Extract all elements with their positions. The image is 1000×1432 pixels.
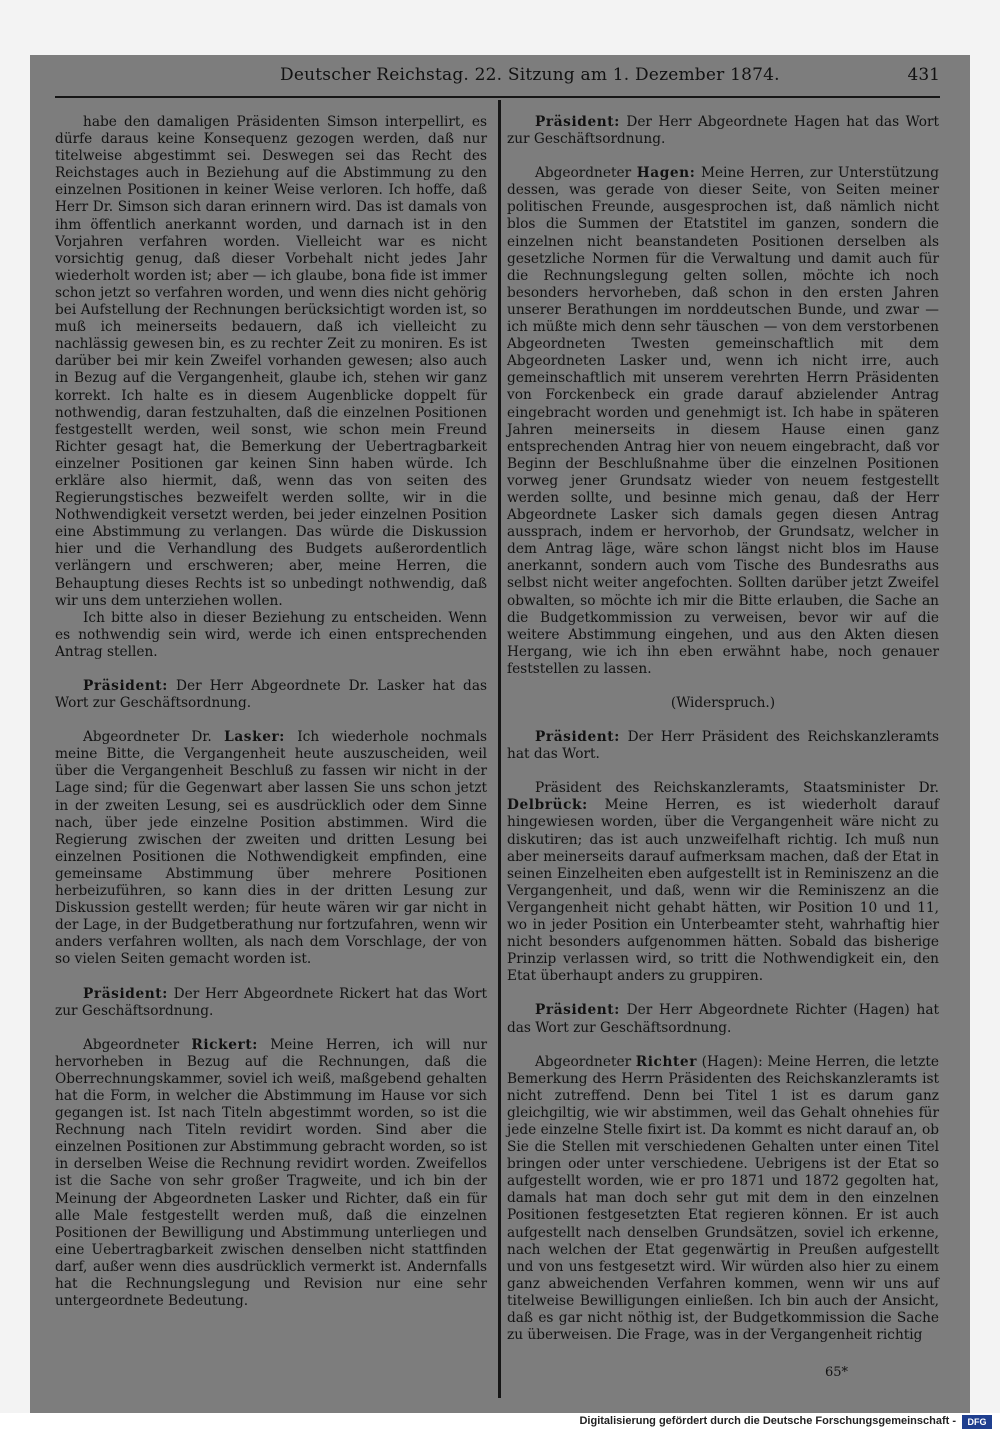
speaker-name: Lasker: [224,729,285,746]
funding-credit: Digitalisierung gefördert durch die Deutsche Forschungsgemeinschaft - [579,1415,956,1427]
speaker-name: Präsident: [535,729,620,746]
page-number: 431 [907,65,940,85]
speech-text: (Hagen): Meine Herren, die letzte Bemerkung des Herrn Präsidenten des Reichskanzleramts ist nicht zutreffend. Denn bei Titel 1 ist es darum ganz gleichgiltig, wie wir abstimmen, weil das Gehalt ohnehies für jede einzelne Stelle fixirt ist. Da kommt es nicht darauf an, ob Sie die Stellen mit verschiedenen Gehalten unter einen Titel bringen oder unter verschiedene. Uebrigens ist der Etat so aufgestellt worden, wie er pro 1871 und 1872 gegolten hat, damals hat man doch sehr gut mit dem in den einzelnen Positionen festgesetzten Etat regieren können. Er ist auch aufgestellt nach denselben Grundsätzen, soviel ich erkenne, nach welchen der Etat gegenwärtig in Preußen aufgestellt und von uns festgesetzt wird. Wir würden also hier zu einem ganz abweichenden Verfahren kommen, wenn wir uns auf titelweise Bewilligungen einließen. Ich bin auch der Ansicht, daß es gar nicht nöthig ist, der Budgetkommission die Sache zu überweisen. Die Frage, was in der Vergangenheit richtig [507,1053,939,1344]
speech-text: Meine Herren, zur Unterstützung dessen, was gerade von dieser Seite, von Seiten meiner politischen Freunde, ausgesprochen ist, daß nämlich nicht blos die Summen der Etatstitel im ganzen, sondern die einzelnen nicht beanstandeten Positionen derselben als gesetzliche Normen für die Verwaltung und damit auch für die Rechnungslegung gelten sollen, möchte ich noch besonders hervorheben, daß schon in den ersten Jahren unserer Berathungen im norddeutschen Bunde, und zwar — ich müßte mich denn sehr täuschen — von dem verstorbenen Abgeordneten Twesten gemeinschaftlich mit dem Abgeordneten Lasker und, wenn ich nicht irre, auch gemeinschaftlich mit unserem verehrten Herrn Präsidenten von Forckenbeck ein grade darauf abzielender Antrag eingebracht worden und genehmigt ist. Ich habe in späteren Jahren meinerseits in diesem Hause einen ganz entsprechenden Antrag hier von neuem eingebracht, daß vor Beginn der Beschlußnahme über die einzelnen Positionen vorweg jener Grundsatz wieder von neuem festgestellt werden sollte, und besinne mich genau, daß der Herr Abgeordnete Lasker sich damals gegen diesen Antrag aussprach, indem er hervorhob, der Grundsatz, welcher in dem Antrag läge, wäre schon längst nicht blos im Hause anerkannt, sondern auch vom Tische des Bundesraths aus selbst nicht weiter angefochten. Sollten darüber jetzt Zweifel obwalten, so möchte ich mir die Bitte erlauben, die Sache an die Budgetkommission zu verweisen, bevor wir auf die weitere Abstimmung eingehen, und aus den Akten diesen Hergang, wie ich ihn eben erwähnt habe, noch genauer feststellen zu lassen. [507,165,939,677]
speech-text: Der Herr Abgeordnete Hagen hat das Wort zur Geschäftsordnung. [507,114,939,148]
header-rule [55,96,940,98]
speaker-name: Rickert: [191,1036,258,1053]
speaker-name: Richter [635,1053,698,1070]
sheet-signature: 65* [825,1365,849,1380]
left-column [55,114,487,1310]
speaker-name: Präsident: [83,678,168,694]
paragraph: habe den damaligen Präsidenten Simson interpellirt, es dürfe daraus keine Konsequenz gezogen werden, daß nur titelweise abgestimmt sei. Deswegen sei das Recht des Reichstages auch in Beziehung auf die Abstimmung zu den einzelnen Positionen in keiner Weise verloren. Ich hoffe, daß Herr Dr. Simson sich daran erinnern wird. Das ist damals von ihm öffentlich anerkannt worden, und darnach ist in den Vorjahren verfahren worden. Vielleicht war es nicht vorsichtig genug, daß dieser Vorbehalt nicht jedes Jahr wiederholt worden ist; aber — ich glaube, bona fide ist immer schon jetzt so verfahren worden, und wenn dies nicht gehörig bei Aufstellung der Rechnungen berücksichtigt worden ist, so muß ich meinerseits bedauern, daß ich vielleicht zu nachlässig gewesen bin, es zu rechter Zeit zu moniren. Es ist darüber bei mir kein Zweifel vorhanden gewesen; also auch in Bezug auf die Vergangenheit, glaube ich, stehen wir ganz korrekt. Ich halte es in diesem Augenblicke doppelt für nothwendig, daran festzuhalten, daß die einzelnen Positionen festgestellt werden, weil sonst, wie schon mein Freund Richter gesagt hat, die Bemerkung der Uebertragbarkeit einzelner Positionen gar keinen Sinn haben würde. Ich erkläre also hiermit, daß, wenn das von seiten des Regierungstisches bezweifelt werden sollte, wir in die Nothwendigkeit versetzt werden, bei jeder einzelnen Position eine Abstimmung zu verlangen. Das würde die Diskussion hier und die Verhandlung des Budgets außerordentlich verlängern und erschweren; aber, meine Herren, die Behauptung dieses Rechts ist so unbedingt nothwendig, daß wir uns dem unterziehen wollen. [55,114,487,609]
speaker-prefix: Abgeordneter [83,1036,192,1053]
dfg-logo: DFG [962,1415,992,1429]
speech-paragraph [55,678,487,712]
speaker-name: Delbrück: [507,797,588,814]
paragraph: Ich bitte also in dieser Beziehung zu entscheiden. Wenn es nothwendig sein wird, werde ich einen entsprechenden Antrag stellen. [55,609,487,660]
speaker-name: Hagen: [636,165,696,182]
speech-paragraph [507,780,939,985]
speech-paragraph [55,986,487,1020]
speaker-name: Präsident: [535,114,620,130]
interjection: (Widerspruch.) [670,695,776,711]
speech-paragraph [507,1054,939,1345]
speech-text: Ich wiederhole nochmals meine Bitte, die Vergangenheit heute auszuscheiden, weil über die Vergangenheit Beschluß zu fassen wir nicht in der Lage sind; für die Gegenwart aber lassen Sie uns schon jetzt in der zweiten Lesung, sei es ausdrücklich oder dem Sinne nach, über jede einzelne Position abstimmen. Wird die Regierung zwischen der zweiten und dritten Lesung bei einzelnen Positionen die Nothwendigkeit empfinden, eine gemeinsame Abstimmung über mehrere Positionen herbeizuführen, so kann dies in der dritten Lesung zur Diskussion gestellt werden; für heute wären wir gar nicht in der Lage, in der Budgetberathung nur fortzufahren, wenn wir anders verfahren wollten, als nach dem Vorschlage, der von so vielen Seiten gemacht worden ist. [55,729,487,968]
speaker-prefix: Abgeordneter [535,1053,636,1070]
speech-paragraph [507,114,939,148]
speech-paragraph [507,729,939,763]
speech-text: Der Herr Abgeordnete Rickert hat das Wort zur Geschäftsordnung. [55,985,487,1019]
speaker-name: Präsident: [83,985,168,1002]
speech-text: Meine Herren, es ist wiederholt darauf hingewiesen worden, über die Vergangenheit wäre nicht zu diskutiren; das ist auch unzweifelhaft richtig. Ich muß nun aber meinerseits darauf aufmerksam machen, daß der Etat in seinen Einzelheiten eben aufgestellt ist in Reminiszenz an die Vergangenheit, und daß, wenn wir die Reminiszenz an die Vergangenheit nicht gehabt hätten, wir Position 10 und 11, wo in jeder Position ein Unterbeamter steht, wahrhaftig hier nicht besonders aufgenommen hätten. Sobald das bisherige Prinzip verlassen wird, so tritt die Nothwendigkeit ein, den Etat überhaupt anders zu gruppiren. [507,797,939,985]
speaker-name: Präsident: [535,1002,620,1019]
speech-paragraph [507,165,939,678]
speech-text: Meine Herren, ich will nur hervorheben in Bezug auf die Rechnungen, daß die Oberrechnungskammer, soviel ich weiß, maßgebend gehalten hat die Form, in welcher die Abstimmung im Hause vor sich gegangen ist. Ist nach Titeln abgestimmt worden, so ist die Rechnung nach Titeln revidirt worden. Sind aber die einzelnen Positionen zur Abstimmung gebracht worden, so ist in derselben Weise die Rechnung revidirt worden. Zweifellos ist die Sache von sehr großer Tragweite, und ich bin der Meinung der Abgeordneten Lasker und Richter, daß ein für alle Male festgestellt werden muß, daß die einzelnen Positionen der Bewilligung und Abstimmung unterliegen und eine Uebertragbarkeit zwischen denselben nicht stattfinden darf, außer wenn dies ausdrücklich vermerkt ist. Andernfalls hat die Rechnungslegung und Revision nur eine sehr untergeordnete Bedeutung. [55,1036,488,1310]
running-title: Deutscher Reichstag. 22. Sitzung am 1. Dezember 1874. [280,65,780,85]
footer-bar [0,1413,1000,1432]
speech-text: Der Herr Abgeordnete Richter (Hagen) hat das Wort zur Geschäftsordnung. [507,1002,939,1036]
speech-text: Der Herr Präsident des Reichskanzleramts hat das Wort. [507,729,939,763]
speaker-prefix: Präsident des Reichskanzleramts, Staatsminister Dr. [535,780,939,797]
speaker-prefix: Abgeordneter Dr. [83,729,225,746]
page-header [30,65,940,89]
column-divider [498,100,501,1398]
speech-text: Der Herr Abgeordnete Dr. Lasker hat das Wort zur Geschäftsordnung. [55,678,487,712]
speaker-prefix: Abgeordneter [535,165,637,182]
speech-paragraph [55,1037,487,1311]
speech-paragraph [507,1002,939,1036]
speech-paragraph [55,729,487,968]
right-column [507,114,939,1344]
